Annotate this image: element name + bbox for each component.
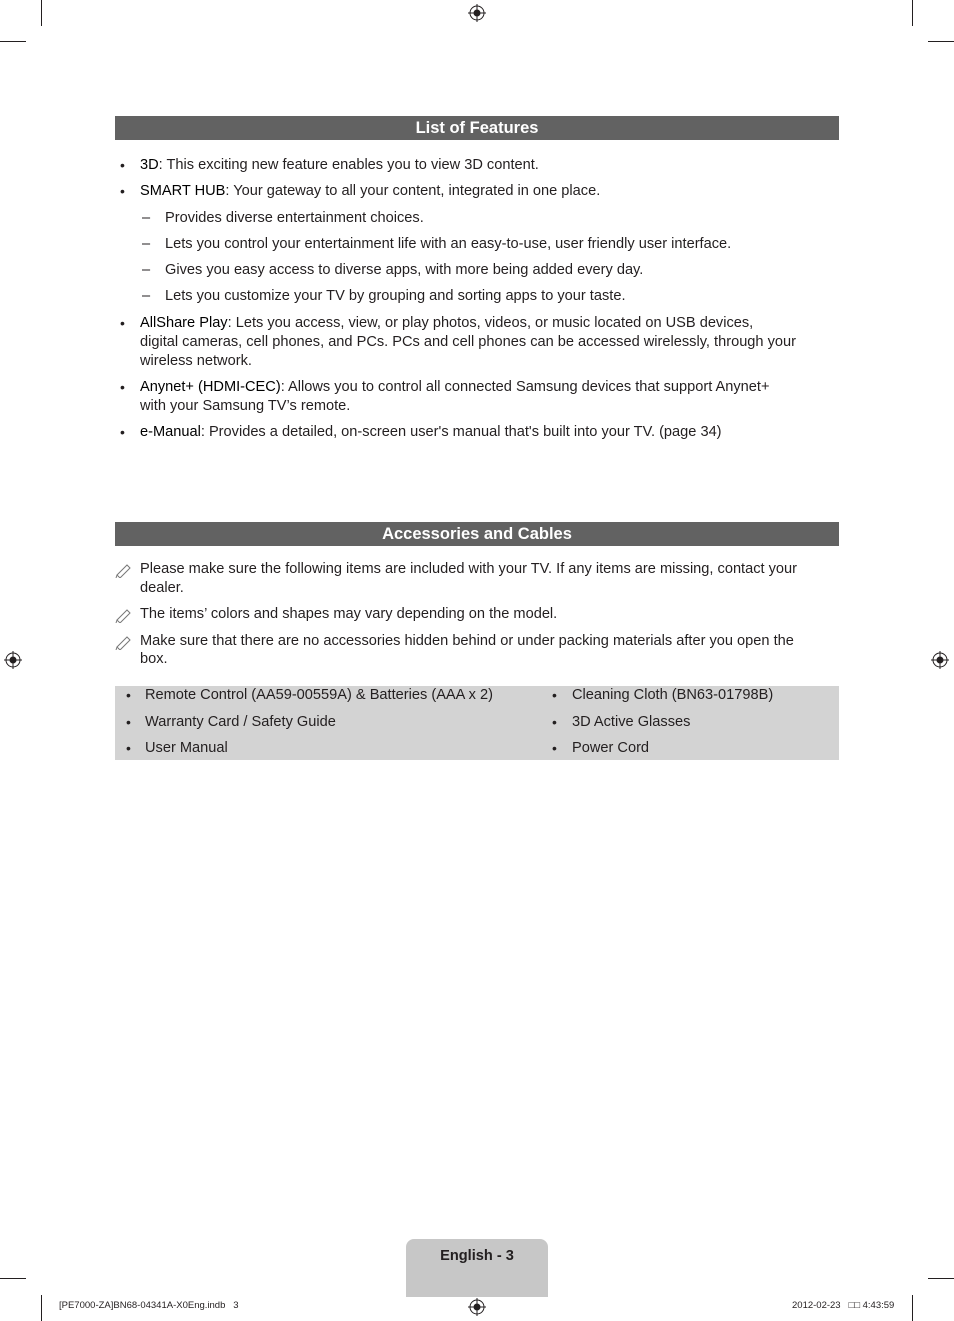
feature-allshare-play xyxy=(140,314,753,333)
feature-3d xyxy=(140,156,539,175)
accessory-note: Please make sure the following items are included with your TV. If any items are missing, contact your xyxy=(140,561,798,577)
smart-hub-subitem: Gives you easy access to diverse apps, with more being added every day. xyxy=(165,262,644,278)
registration-mark-icon xyxy=(468,4,486,22)
accessory-note-continued: dealer. xyxy=(140,580,184,596)
feature-description: : Provides a detailed, on-screen user's manual that's built into your TV. (page 34) xyxy=(200,424,722,440)
accessory-item: Remote Control (AA59-00559A) & Batteries (AAA x 2) xyxy=(145,687,493,703)
accessory-note: The items’ colors and shapes may vary depending on the model. xyxy=(140,606,558,622)
accessory-item: User Manual xyxy=(145,740,228,756)
footer-file-info: [PE7000-ZA]BN68-04341A-X0Eng.indb 3 xyxy=(59,1300,239,1311)
feature-description-continued: wireless network. xyxy=(140,353,252,369)
crop-mark xyxy=(41,0,42,26)
bullet-icon: • xyxy=(552,714,557,730)
bullet-icon: • xyxy=(120,424,125,440)
dash-icon: – xyxy=(142,288,151,304)
pencil-note-icon xyxy=(115,562,133,578)
dash-icon: – xyxy=(142,236,151,252)
crop-mark xyxy=(928,1278,954,1279)
feature-anynet xyxy=(140,378,769,397)
registration-mark-icon xyxy=(4,651,22,669)
bullet-icon: • xyxy=(126,714,131,730)
pencil-note-icon xyxy=(115,607,133,623)
feature-description-continued: with your Samsung TV’s remote. xyxy=(140,398,351,414)
pencil-note-icon xyxy=(115,634,133,650)
feature-term: SMART HUB xyxy=(140,183,226,199)
crop-mark xyxy=(928,41,954,42)
crop-mark xyxy=(0,1278,26,1279)
smart-hub-subitem: Lets you control your entertainment life with an easy-to-use, user friendly user interface. xyxy=(165,236,732,252)
bullet-icon: • xyxy=(120,379,125,395)
feature-term: e-Manual xyxy=(140,424,201,440)
feature-description: : Your gateway to all your content, integrated in one place. xyxy=(225,183,601,199)
bullet-icon: • xyxy=(120,183,125,199)
dash-icon: – xyxy=(142,210,151,226)
bullet-icon: • xyxy=(552,740,557,756)
smart-hub-subitem: Provides diverse entertainment choices. xyxy=(165,210,424,226)
bullet-icon: • xyxy=(126,740,131,756)
bullet-icon: • xyxy=(552,687,557,703)
feature-description: : This exciting new feature enables you to view 3D content. xyxy=(158,157,539,173)
accessory-item: Power Cord xyxy=(572,740,650,756)
feature-term: 3D xyxy=(140,157,159,173)
feature-term: AllShare Play xyxy=(140,315,228,331)
feature-description: : Allows you to control all connected Samsung devices that support Anynet+ xyxy=(280,379,770,395)
crop-mark xyxy=(912,1295,913,1321)
crop-mark xyxy=(912,0,913,26)
feature-e-manual xyxy=(140,423,722,442)
accessory-note: Make sure that there are no accessories hidden behind or under packing materials after you open the xyxy=(140,633,794,649)
smart-hub-subitem: Lets you customize your TV by grouping and sorting apps to your taste. xyxy=(165,288,626,304)
feature-smart-hub xyxy=(140,182,600,201)
page-number: English - 3 xyxy=(440,1248,514,1264)
feature-description: : Lets you access, view, or play photos, videos, or music located on USB devices, xyxy=(227,315,754,331)
accessories-section-title: Accessories and Cables xyxy=(115,522,839,546)
accessory-item: Cleaning Cloth (BN63-01798B) xyxy=(572,687,774,703)
registration-mark-icon xyxy=(468,1298,486,1316)
footer-timestamp: 2012-02-23 □□ 4:43:59 xyxy=(792,1300,895,1311)
crop-mark xyxy=(41,1295,42,1321)
accessory-note-continued: box. xyxy=(140,651,168,667)
bullet-icon: • xyxy=(126,687,131,703)
accessory-item: Warranty Card / Safety Guide xyxy=(145,714,336,730)
features-section-title: List of Features xyxy=(115,116,839,140)
bullet-icon: • xyxy=(120,157,125,173)
bullet-icon: • xyxy=(120,315,125,331)
dash-icon: – xyxy=(142,262,151,278)
feature-term: Anynet+ (HDMI-CEC) xyxy=(140,379,281,395)
accessory-item: 3D Active Glasses xyxy=(572,714,691,730)
feature-description-continued: digital cameras, cell phones, and PCs. PCs and cell phones can be accessed wirelessly, through your xyxy=(140,334,796,350)
registration-mark-icon xyxy=(931,651,949,669)
crop-mark xyxy=(0,41,26,42)
